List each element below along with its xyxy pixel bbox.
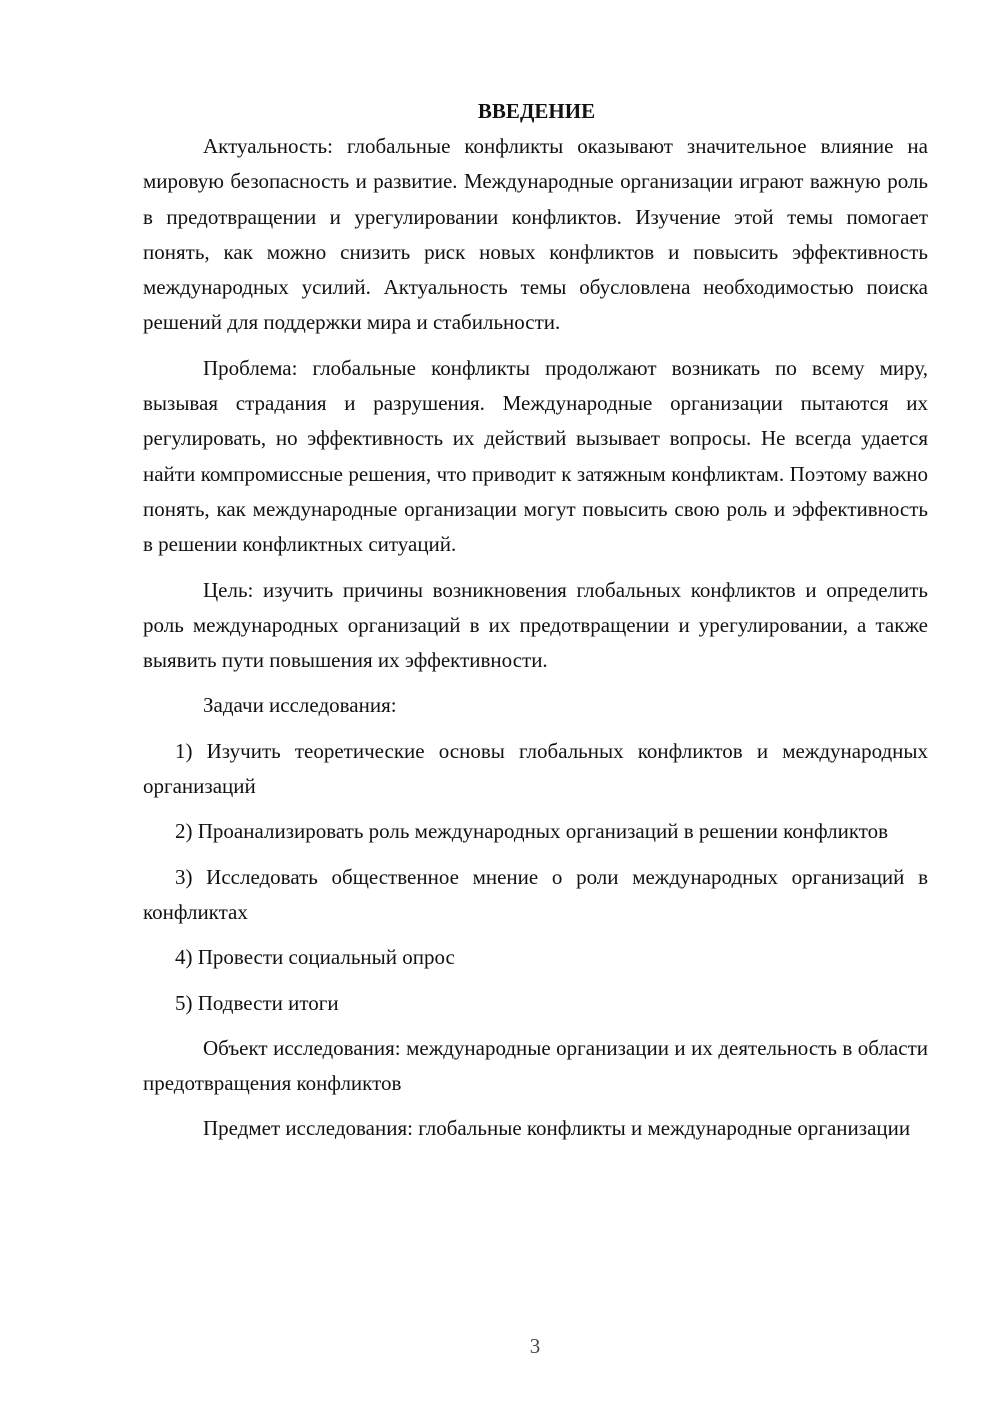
problem-paragraph: Проблема: глобальные конфликты продолжают возникать по всему миру, вызывая страдания и разрушения. Международные организации пытаются их регулировать, но эффективность их действий вызывает вопросы. Не всегда удается найти компромиссные решения, что приводит к затяжным конфликтам. Поэтому важно понять, как международные организации могут повысить свою роль и эффективность в решении конфликтных ситуаций. (143, 355, 928, 557)
subject-paragraph: Предмет исследования: глобальные конфликты и международные организации (203, 1116, 911, 1141)
document-page (143, 94, 928, 1147)
task-item: 5) Подвести итоги (175, 990, 339, 1015)
relevance-paragraph: Актуальность: глобальные конфликты оказывают значительное влияние на мировую безопасность и развитие. Международные организации играют важную роль в предотвращении и урегулировании конфликтов. Изучение этой темы помогает понять, как можно снизить риск новых конфликтов и повысить эффективность международных усилий. Актуальность темы обусловлена необходимостью поиска решений для поддержки мира и стабильности. (143, 134, 928, 335)
task-item: 2) Проанализировать роль международных организаций в решении конфликтов (175, 819, 889, 844)
task-item: 3) Исследовать общественное мнение о роли международных организаций в конфликтах (143, 864, 928, 924)
object-paragraph: Объект исследования: международные организации и их деятельность в области предотвращения конфликтов (143, 1035, 928, 1096)
section-heading: ВВЕДЕНИЕ (477, 99, 596, 123)
task-item: 4) Провести социальный опрос (175, 945, 455, 970)
tasks-list (143, 734, 928, 1021)
tasks-intro: Задачи исследования: (203, 693, 397, 718)
goal-paragraph: Цель: изучить причины возникновения глобальных конфликтов и определить роль международных организаций в их предотвращении и урегулировании, а также выявить пути повышения их эффективности. (143, 577, 928, 673)
task-item: 1) Изучить теоретические основы глобальных конфликтов и международных организаций (143, 738, 928, 799)
page-number: 3 (529, 1334, 541, 1358)
